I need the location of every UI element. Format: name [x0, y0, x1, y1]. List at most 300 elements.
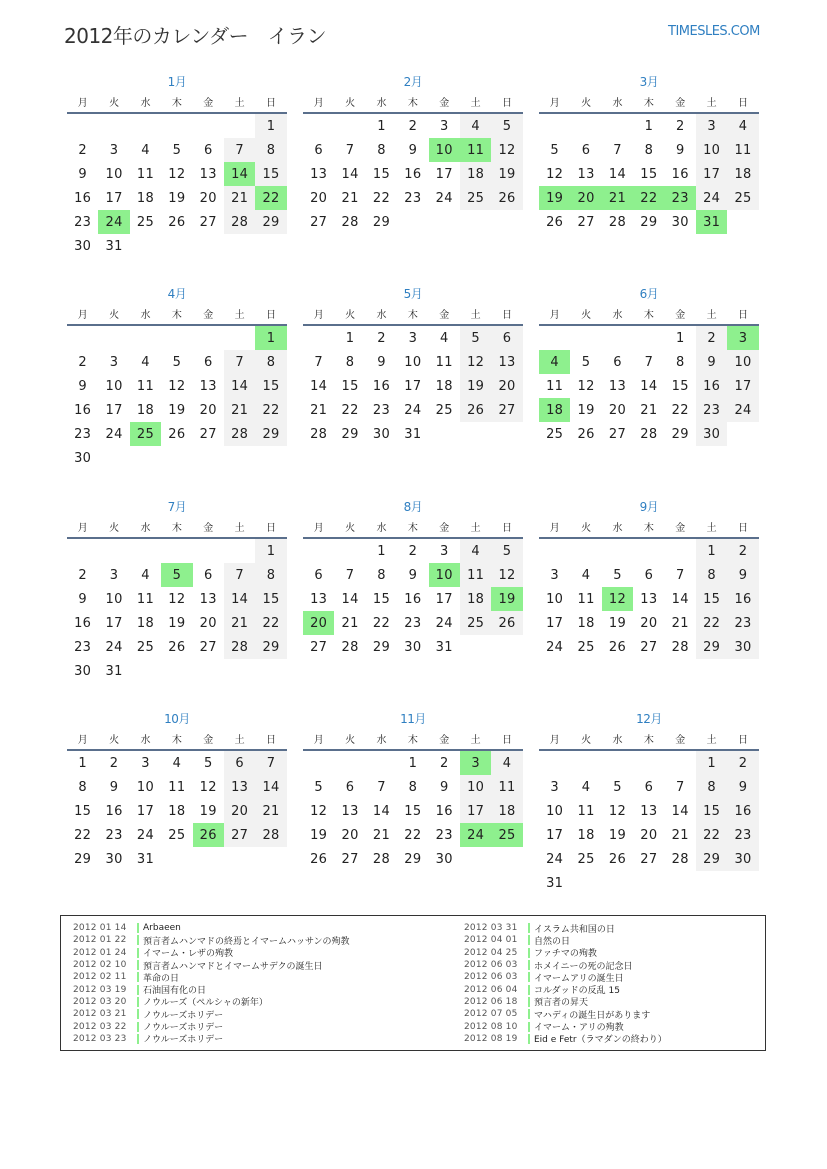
day-cell: 13	[608, 378, 627, 394]
day-cell: 21	[224, 186, 255, 210]
weekday-label: 土	[234, 309, 245, 321]
weekday-label: 日	[266, 522, 277, 534]
holiday-day-cell: 19	[539, 186, 570, 210]
weekday-label: 日	[738, 97, 749, 109]
weekday-label: 水	[612, 734, 623, 746]
day-cell: 13	[310, 591, 328, 607]
empty-cell	[303, 751, 334, 775]
day-cell: 4	[727, 114, 758, 138]
holiday-day-cell: 22	[633, 186, 664, 210]
month-name: 11月	[400, 712, 426, 726]
day-cell: 16	[727, 587, 758, 611]
day-cell: 24	[105, 426, 123, 442]
day-cell: 19	[608, 615, 627, 631]
day-cell: 25	[435, 402, 453, 418]
day-cell: 18	[577, 827, 595, 843]
empty-cell	[67, 114, 98, 138]
day-cell: 11	[577, 591, 595, 607]
holiday-marker	[137, 972, 139, 982]
holiday-date: 2012 08 19	[464, 1033, 518, 1044]
day-cell: 14	[224, 374, 255, 398]
day-cell: 9	[439, 779, 449, 795]
empty-cell	[602, 751, 633, 775]
day-cell: 25	[168, 827, 186, 843]
day-cell: 29	[255, 210, 286, 234]
day-cell: 22	[255, 398, 286, 422]
holiday-day-cell: 26	[193, 823, 224, 847]
month-calendar	[67, 74, 287, 258]
day-cell: 31	[105, 663, 123, 679]
day-cell: 29	[671, 426, 689, 442]
holiday-row	[464, 1020, 667, 1032]
month-calendar	[539, 286, 759, 446]
weekday-label: 月	[549, 97, 560, 109]
empty-cell	[570, 539, 601, 563]
day-cell: 18	[577, 615, 595, 631]
day-cell: 1	[696, 539, 727, 563]
weekday-header	[67, 302, 287, 326]
weekday-label: 月	[313, 309, 324, 321]
day-cell: 31	[404, 426, 422, 442]
day-cell: 6	[203, 567, 213, 583]
day-cell: 26	[491, 611, 522, 635]
day-cell: 8	[408, 779, 418, 795]
day-cell: 2	[109, 755, 119, 771]
day-cell: 22	[372, 190, 391, 206]
day-cell: 21	[372, 827, 391, 843]
day-cell: 3	[550, 567, 559, 583]
day-cell: 27	[577, 214, 595, 230]
month-name: 7月	[167, 500, 187, 514]
holiday-row	[464, 959, 667, 971]
day-cell: 7	[345, 142, 355, 158]
empty-cell	[602, 539, 633, 563]
holiday-date: 2012 03 31	[464, 923, 518, 934]
holiday-day-cell: 25	[130, 422, 161, 446]
day-cell: 23	[404, 615, 422, 631]
day-cell: 22	[404, 827, 422, 843]
day-cell: 7	[255, 751, 286, 775]
day-cell: 30	[372, 426, 391, 442]
day-cell: 28	[255, 823, 286, 847]
day-cell: 6	[203, 142, 213, 158]
day-cell: 15	[341, 378, 359, 394]
holiday-day-cell: 23	[665, 186, 696, 210]
day-cell: 8	[696, 563, 727, 587]
day-cell: 5	[491, 539, 522, 563]
weekday-header	[539, 515, 759, 539]
month-calendar	[303, 499, 523, 659]
weekday-label: 木	[171, 97, 182, 109]
holiday-row	[464, 922, 667, 934]
holiday-marker	[528, 972, 530, 982]
weekday-label: 土	[470, 97, 481, 109]
holiday-day-cell: 5	[161, 563, 192, 587]
day-cell: 16	[404, 166, 422, 182]
day-cell: 17	[546, 615, 564, 631]
day-cell: 27	[491, 398, 522, 422]
day-cell: 8	[345, 354, 355, 370]
day-cell: 5	[172, 354, 182, 370]
day-cell: 24	[105, 639, 123, 655]
day-cell: 3	[141, 755, 150, 771]
day-cell: 9	[408, 142, 418, 158]
day-cell: 13	[199, 591, 217, 607]
day-cell: 4	[491, 751, 522, 775]
weekday-label: 日	[502, 309, 513, 321]
day-cell: 13	[577, 166, 595, 182]
day-cell: 26	[168, 426, 186, 442]
day-cell: 17	[460, 799, 491, 823]
day-cell: 16	[727, 799, 758, 823]
day-grid	[67, 114, 287, 258]
holiday-marker	[528, 985, 530, 995]
day-cell: 28	[224, 210, 255, 234]
holiday-row	[464, 983, 667, 995]
day-cell: 17	[435, 166, 453, 182]
day-cell: 1	[377, 543, 386, 559]
month-calendar	[539, 499, 759, 659]
holiday-day-cell: 4	[539, 350, 570, 374]
weekday-label: 土	[706, 97, 717, 109]
weekday-label: 日	[738, 309, 749, 321]
day-cell: 27	[640, 851, 658, 867]
day-grid	[539, 114, 759, 234]
day-cell: 9	[408, 567, 418, 583]
weekday-label: 金	[675, 309, 686, 321]
weekday-label: 水	[376, 522, 387, 534]
day-cell: 20	[491, 374, 522, 398]
day-cell: 12	[577, 378, 595, 394]
empty-cell	[161, 114, 192, 138]
day-cell: 17	[105, 190, 123, 206]
day-cell: 4	[172, 755, 182, 771]
day-cell: 13	[310, 166, 328, 182]
weekday-label: 火	[345, 734, 356, 746]
day-cell: 19	[310, 827, 328, 843]
day-cell: 18	[136, 402, 155, 418]
day-cell: 11	[727, 138, 758, 162]
weekday-header	[67, 727, 287, 751]
holiday-date: 2012 03 21	[73, 1009, 127, 1020]
day-cell: 6	[613, 354, 622, 370]
day-cell: 8	[377, 567, 386, 583]
holiday-date: 2012 03 23	[73, 1033, 127, 1044]
day-grid	[303, 751, 523, 871]
empty-cell	[224, 326, 255, 350]
day-cell: 30	[671, 214, 689, 230]
day-cell: 4	[439, 330, 449, 346]
day-grid	[67, 751, 287, 871]
day-cell: 13	[199, 166, 217, 182]
weekday-label: 月	[77, 309, 88, 321]
weekday-label: 土	[234, 522, 245, 534]
weekday-label: 水	[612, 97, 623, 109]
day-cell: 23	[105, 827, 123, 843]
month-calendar	[67, 499, 287, 683]
month-name: 5月	[403, 287, 423, 301]
day-cell: 12	[460, 350, 491, 374]
empty-cell	[224, 539, 255, 563]
day-cell: 15	[255, 587, 286, 611]
holiday-day-cell: 20	[303, 611, 334, 635]
day-cell: 27	[310, 214, 328, 230]
day-cell: 15	[404, 803, 422, 819]
weekday-label: 土	[706, 309, 717, 321]
day-cell: 25	[460, 611, 491, 635]
day-cell: 21	[224, 611, 255, 635]
holiday-day-cell: 22	[255, 186, 286, 210]
day-cell: 15	[74, 803, 92, 819]
holiday-date: 2012 06 03	[464, 960, 518, 971]
day-cell: 18	[168, 803, 186, 819]
day-cell: 13	[224, 775, 255, 799]
holiday-list-right	[464, 922, 667, 1045]
day-cell: 19	[199, 803, 217, 819]
holiday-row	[464, 934, 667, 946]
month-calendar	[67, 711, 287, 871]
empty-cell	[539, 114, 570, 138]
day-cell: 13	[341, 803, 359, 819]
weekday-label: 月	[77, 522, 88, 534]
day-cell: 5	[491, 114, 522, 138]
holiday-row	[464, 971, 667, 983]
weekday-header	[67, 90, 287, 114]
holiday-date: 2012 06 04	[464, 984, 518, 995]
weekday-label: 月	[313, 97, 324, 109]
empty-cell	[633, 326, 664, 350]
empty-cell	[303, 539, 334, 563]
day-cell: 1	[644, 118, 654, 134]
day-grid	[539, 326, 759, 446]
day-cell: 30	[74, 238, 92, 254]
day-cell: 28	[341, 214, 359, 230]
weekday-label: 木	[407, 309, 418, 321]
day-cell: 10	[696, 138, 727, 162]
day-cell: 7	[613, 142, 622, 158]
day-cell: 14	[608, 166, 627, 182]
month-name: 3月	[639, 75, 659, 89]
day-cell: 26	[608, 639, 627, 655]
weekday-label: 木	[407, 522, 418, 534]
empty-cell	[67, 539, 98, 563]
day-cell: 30	[404, 639, 422, 655]
empty-cell	[130, 326, 161, 350]
day-cell: 2	[439, 755, 449, 771]
holiday-date: 2012 03 22	[73, 1021, 127, 1032]
day-cell: 5	[613, 779, 622, 795]
month-name: 8月	[403, 500, 423, 514]
holiday-date: 2012 06 03	[464, 972, 518, 983]
day-cell: 17	[105, 402, 123, 418]
day-cell: 26	[460, 398, 491, 422]
holiday-marker	[528, 935, 530, 945]
day-cell: 22	[696, 823, 727, 847]
day-cell: 2	[696, 326, 727, 350]
day-cell: 20	[341, 827, 359, 843]
day-cell: 18	[435, 378, 453, 394]
day-cell: 16	[372, 378, 391, 394]
day-cell: 8	[675, 354, 685, 370]
holiday-row	[73, 1008, 350, 1020]
day-cell: 6	[203, 354, 213, 370]
day-cell: 20	[199, 190, 217, 206]
weekday-label: 月	[77, 734, 88, 746]
day-cell: 2	[675, 118, 685, 134]
day-cell: 20	[199, 615, 217, 631]
month-calendar	[303, 74, 523, 234]
day-cell: 15	[255, 162, 286, 186]
empty-cell	[193, 539, 224, 563]
weekday-label: 水	[140, 309, 151, 321]
day-cell: 15	[696, 587, 727, 611]
day-cell: 25	[577, 851, 595, 867]
day-cell: 26	[310, 851, 328, 867]
day-cell: 14	[341, 591, 359, 607]
day-cell: 5	[581, 354, 591, 370]
holiday-row	[73, 934, 350, 946]
weekday-label: 金	[675, 522, 686, 534]
day-cell: 8	[78, 779, 87, 795]
holiday-name: イスラム共和国の日	[534, 924, 615, 935]
site-brand-link[interactable]: TIMESLES.COM	[668, 24, 760, 39]
day-cell: 25	[136, 214, 155, 230]
month-calendar	[303, 711, 523, 871]
day-cell: 4	[581, 779, 591, 795]
holiday-name: 預言者ムハンマドの終焉とイマームハッサンの殉教	[143, 936, 350, 947]
weekday-label: 火	[109, 309, 120, 321]
empty-cell	[161, 326, 192, 350]
day-cell: 10	[105, 378, 123, 394]
weekday-label: 水	[140, 97, 151, 109]
day-cell: 23	[727, 611, 758, 635]
day-cell: 1	[255, 114, 286, 138]
holiday-day-cell: 12	[602, 587, 633, 611]
day-cell: 11	[136, 591, 155, 607]
weekday-label: 金	[675, 734, 686, 746]
empty-cell	[633, 539, 664, 563]
day-cell: 23	[74, 426, 92, 442]
weekday-label: 土	[470, 309, 481, 321]
month-name: 9月	[639, 500, 659, 514]
day-cell: 18	[136, 190, 155, 206]
day-cell: 19	[608, 827, 627, 843]
day-cell: 18	[491, 799, 522, 823]
day-cell: 29	[696, 635, 727, 659]
holiday-row	[73, 922, 350, 934]
empty-cell	[602, 326, 633, 350]
holiday-marker	[137, 960, 139, 970]
day-cell: 9	[377, 354, 386, 370]
weekday-header	[303, 302, 523, 326]
holiday-row	[73, 947, 350, 959]
day-cell: 20	[608, 402, 627, 418]
empty-cell	[539, 751, 570, 775]
day-cell: 21	[341, 615, 359, 631]
weekday-label: 水	[612, 309, 623, 321]
holiday-row	[73, 971, 350, 983]
day-cell: 28	[310, 426, 328, 442]
holiday-marker	[528, 923, 530, 933]
holiday-row	[73, 1033, 350, 1045]
day-cell: 3	[109, 567, 119, 583]
day-cell: 20	[224, 799, 255, 823]
weekday-label: 日	[738, 734, 749, 746]
day-cell: 11	[168, 779, 186, 795]
month-calendar	[539, 711, 759, 895]
day-cell: 24	[546, 851, 564, 867]
holiday-row	[464, 947, 667, 959]
day-cell: 7	[345, 567, 355, 583]
month-calendar	[67, 286, 287, 470]
day-cell: 13	[491, 350, 522, 374]
holiday-date: 2012 02 10	[73, 960, 127, 971]
empty-cell	[334, 114, 365, 138]
day-cell: 15	[671, 378, 689, 394]
weekday-label: 水	[376, 734, 387, 746]
day-cell: 22	[255, 611, 286, 635]
weekday-label: 火	[109, 522, 120, 534]
weekday-label: 木	[407, 734, 418, 746]
empty-cell	[303, 326, 334, 350]
holiday-marker	[528, 997, 530, 1007]
weekday-label: 土	[234, 734, 245, 746]
day-cell: 24	[404, 402, 422, 418]
day-cell: 31	[105, 238, 123, 254]
day-cell: 10	[546, 803, 564, 819]
holiday-list	[60, 915, 766, 1051]
day-cell: 6	[314, 567, 323, 583]
empty-cell	[193, 326, 224, 350]
day-cell: 8	[255, 138, 286, 162]
weekday-label: 金	[439, 522, 450, 534]
day-cell: 10	[105, 166, 123, 182]
weekday-label: 金	[675, 97, 686, 109]
weekday-label: 火	[345, 97, 356, 109]
empty-cell	[193, 114, 224, 138]
day-cell: 12	[168, 378, 186, 394]
day-cell: 24	[727, 398, 758, 422]
day-grid	[303, 539, 523, 659]
holiday-day-cell: 18	[539, 398, 570, 422]
weekday-label: 木	[171, 309, 182, 321]
holiday-date: 2012 04 25	[464, 947, 518, 958]
day-cell: 9	[696, 350, 727, 374]
holiday-name: コルダッドの反乱 15	[534, 986, 620, 997]
holiday-date: 2012 06 18	[464, 996, 518, 1007]
day-cell: 11	[435, 354, 453, 370]
day-cell: 26	[608, 851, 627, 867]
holiday-day-cell: 1	[255, 326, 286, 350]
day-cell: 12	[168, 166, 186, 182]
day-cell: 18	[460, 587, 491, 611]
empty-cell	[539, 539, 570, 563]
day-cell: 12	[491, 138, 522, 162]
weekday-label: 土	[470, 734, 481, 746]
empty-cell	[98, 539, 129, 563]
day-cell: 17	[546, 827, 564, 843]
month-name: 2月	[403, 75, 423, 89]
holiday-marker	[137, 985, 139, 995]
day-cell: 5	[550, 142, 559, 158]
day-cell: 16	[74, 190, 92, 206]
day-cell: 2	[78, 567, 87, 583]
holiday-day-cell: 14	[224, 162, 255, 186]
weekday-label: 土	[706, 734, 717, 746]
day-cell: 8	[255, 350, 286, 374]
day-cell: 4	[581, 567, 591, 583]
day-cell: 19	[577, 402, 595, 418]
